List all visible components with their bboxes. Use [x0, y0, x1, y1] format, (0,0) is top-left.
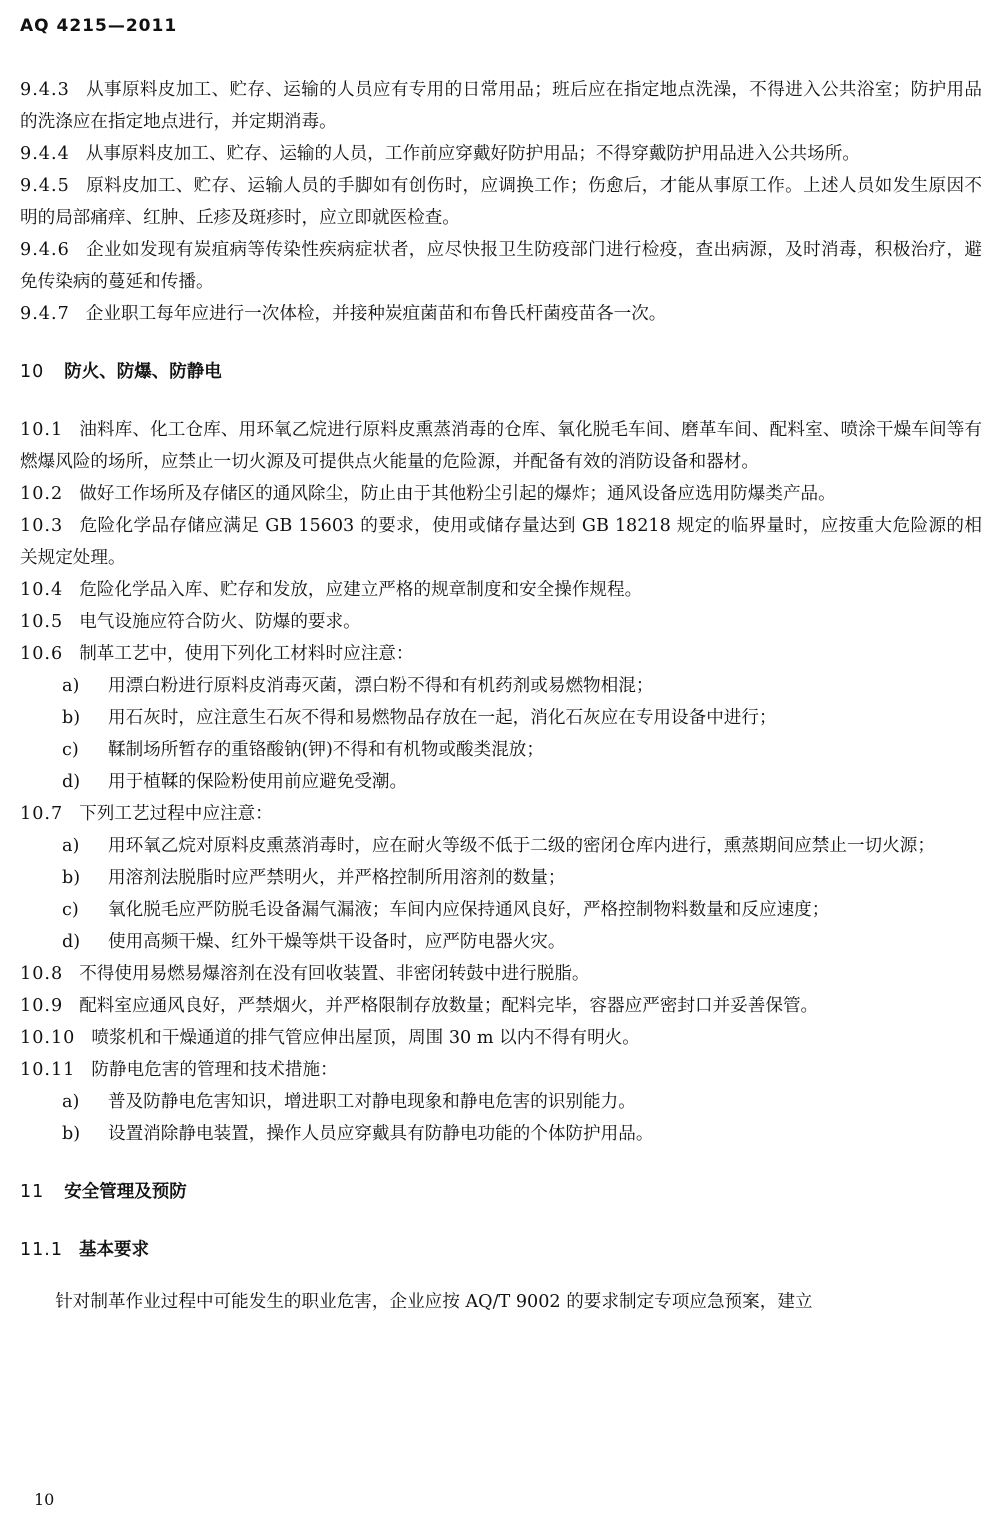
clause-number: 10.3	[20, 516, 64, 536]
clause-text: 从事原料皮加工、贮存、运输的人员应有专用的日常用品；班后应在指定地点洗澡，不得进入公共浴室；防护用品的洗涤应在指定地点进行，并定期消毒。	[20, 80, 982, 132]
list-label: b)	[62, 868, 81, 888]
clause-text: 下列工艺过程中应注意：	[79, 804, 273, 824]
list-label: c)	[62, 740, 79, 760]
subsection-heading: 基本要求	[78, 1240, 149, 1260]
clause-number: 10.1	[20, 420, 64, 440]
list-text: 普及防静电危害知识，增进职工对静电现象和静电危害的识别能力。	[108, 1092, 636, 1112]
clause-10-9	[20, 990, 982, 1022]
clause-10-4	[20, 574, 982, 606]
clause-number: 10.8	[20, 964, 64, 984]
clause-text: 原料皮加工、贮存、运输人员的手脚如有创伤时，应调换工作；伤愈后，才能从事原工作。上述人员如发生原因不明的局部痛痒、红肿、丘疹及斑疹时，应立即就医检查。	[20, 176, 982, 228]
list-item	[20, 766, 982, 798]
standard-code-header: AQ 4215—2011	[20, 16, 178, 36]
clause-10-1	[20, 414, 982, 478]
clause-text: 危险化学品入库、贮存和发放，应建立严格的规章制度和安全操作规程。	[79, 580, 643, 600]
list-item	[20, 894, 982, 926]
clause-number: 10.7	[20, 804, 64, 824]
clause-number: 9.4.5	[20, 176, 70, 196]
clause-text: 电气设施应符合防火、防爆的要求。	[79, 612, 361, 632]
section-heading: 安全管理及预防	[64, 1182, 187, 1202]
list-text: 用石灰时，应注意生石灰不得和易燃物品存放在一起，消化石灰应在专用设备中进行；	[108, 708, 777, 728]
clause-number: 9.4.4	[20, 144, 70, 164]
clause-number: 10.4	[20, 580, 64, 600]
clause-10-8	[20, 958, 982, 990]
page-number: 10	[34, 1490, 55, 1509]
section-heading: 防火、防爆、防静电	[64, 362, 222, 382]
clause-text: 配料室应通风良好，严禁烟火，并严格限制存放数量；配料完毕，容器应严密封口并妥善保管。	[79, 996, 819, 1016]
list-label: c)	[62, 900, 79, 920]
clause-text: 油料库、化工仓库、用环氧乙烷进行原料皮熏蒸消毒的仓库、氧化脱毛车间、磨革车间、配料室、喷涂干燥车间等有燃爆风险的场所，应禁止一切火源及可提供点火能量的危险源，并配备有效的消防设备和器材。	[20, 420, 982, 472]
section-10-title	[20, 356, 982, 388]
clause-9-4-3	[20, 74, 982, 138]
clause-10-11	[20, 1054, 982, 1086]
list-text: 用环氧乙烷对原料皮熏蒸消毒时，应在耐火等级不低于二级的密闭仓库内进行，熏蒸期间应禁止一切火源；	[108, 836, 935, 856]
clause-number: 10.5	[20, 612, 64, 632]
list-label: a)	[62, 836, 80, 856]
clause-9-4-7	[20, 298, 982, 330]
clause-10-5	[20, 606, 982, 638]
list-item	[20, 1118, 982, 1150]
list-text: 用于植鞣的保险粉使用前应避免受潮。	[108, 772, 408, 792]
clause-9-4-5	[20, 170, 982, 234]
clause-10-6	[20, 638, 982, 670]
clause-number: 9.4.7	[20, 304, 70, 324]
clause-text: 制革工艺中，使用下列化工材料时应注意：	[79, 644, 414, 664]
list-item	[20, 830, 982, 862]
list-label: a)	[62, 676, 80, 696]
clause-text: 从事原料皮加工、贮存、运输的人员，工作前应穿戴好防护用品；不得穿戴防护用品进入公共场所。	[85, 144, 860, 164]
clause-text: 企业职工每年应进行一次体检，并接种炭疽菌苗和布鲁氏杆菌疫苗各一次。	[85, 304, 667, 324]
list-label: d)	[62, 772, 81, 792]
clause-number: 10.6	[20, 644, 64, 664]
list-label: b)	[62, 1124, 81, 1144]
list-text: 鞣制场所暂存的重铬酸钠(钾)不得和有机物或酸类混放；	[108, 740, 544, 760]
clause-10-7	[20, 798, 982, 830]
list-item	[20, 926, 982, 958]
clause-9-4-4	[20, 138, 982, 170]
list-item	[20, 734, 982, 766]
subsection-11-1-title	[20, 1234, 982, 1266]
list-text: 设置消除静电装置，操作人员应穿戴具有防静电功能的个体防护用品。	[108, 1124, 654, 1144]
section-number: 11	[20, 1182, 45, 1202]
clause-text: 喷浆机和干燥通道的排气管应伸出屋顶，周围 30 m 以内不得有明火。	[91, 1028, 640, 1048]
page-content	[20, 74, 982, 1318]
clause-number: 10.2	[20, 484, 64, 504]
clause-9-4-6	[20, 234, 982, 298]
list-label: a)	[62, 1092, 80, 1112]
list-text: 用溶剂法脱脂时应严禁明火，并严格控制所用溶剂的数量；	[108, 868, 566, 888]
list-label: b)	[62, 708, 81, 728]
clause-text: 危险化学品存储应满足 GB 15603 的要求，使用或储存量达到 GB 18218 规定的临界量时，应按重大危险源的相关规定处理。	[20, 516, 982, 568]
clause-text: 防静电危害的管理和技术措施：	[91, 1060, 338, 1080]
list-text: 氧化脱毛应严防脱毛设备漏气漏液；车间内应保持通风良好，严格控制物料数量和反应速度；	[108, 900, 830, 920]
clause-number: 9.4.3	[20, 80, 70, 100]
clause-number: 10.10	[20, 1028, 76, 1048]
clause-number: 10.9	[20, 996, 64, 1016]
clause-text: 企业如发现有炭疽病等传染性疾病症状者，应尽快报卫生防疫部门进行检疫，查出病源，及时消毒，积极治疗，避免传染病的蔓延和传播。	[20, 240, 982, 292]
list-item	[20, 862, 982, 894]
clause-number: 10.11	[20, 1060, 76, 1080]
clause-10-10	[20, 1022, 982, 1054]
clause-text: 不得使用易燃易爆溶剂在没有回收装置、非密闭转鼓中进行脱脂。	[79, 964, 590, 984]
section-11-title	[20, 1176, 982, 1208]
list-item	[20, 670, 982, 702]
list-item	[20, 1086, 982, 1118]
clause-text: 做好工作场所及存储区的通风除尘，防止由于其他粉尘引起的爆炸；通风设备应选用防爆类产品。	[79, 484, 836, 504]
clause-number: 9.4.6	[20, 240, 70, 260]
clause-10-2	[20, 478, 982, 510]
section-number: 10	[20, 362, 45, 382]
paragraph: 针对制革作业过程中可能发生的职业危害，企业应按 AQ/T 9002 的要求制定专项应急预案，建立	[55, 1292, 813, 1312]
list-item	[20, 702, 982, 734]
subsection-number: 11.1	[20, 1240, 63, 1260]
clause-10-3	[20, 510, 982, 574]
list-text: 用漂白粉进行原料皮消毒灭菌，漂白粉不得和有机药剂或易燃物相混；	[108, 676, 654, 696]
list-label: d)	[62, 932, 81, 952]
list-text: 使用高频干燥、红外干燥等烘干设备时，应严防电器火灾。	[108, 932, 566, 952]
